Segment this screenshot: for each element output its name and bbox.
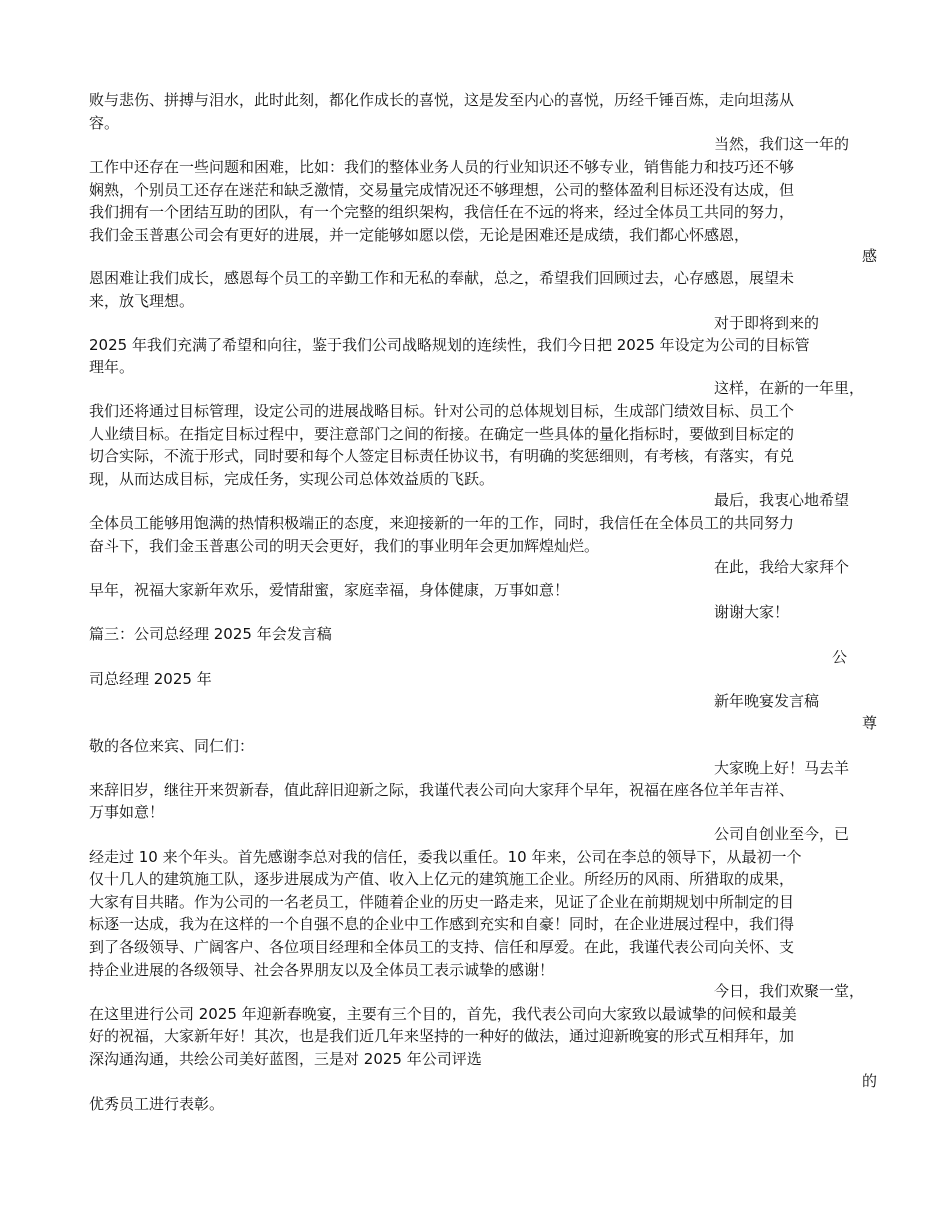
text-line: 尊 [862, 714, 878, 732]
text-line: 这样，在新的一年里， [714, 379, 865, 397]
text-line: 全体员工能够用饱满的热情积极端正的态度，来迎接新的一年的工作，同时，我信任在全体员工的共同努力 [89, 514, 795, 532]
text-line: 好的祝福，大家新年好！其次，也是我们近几年来坚持的一种好的做法，通过迎新晚宴的形式互相拜年，加 [89, 1027, 795, 1045]
text-line: 深沟通沟通，共绘公司美好蓝图，三是对 2025 年公司评选 [89, 1050, 482, 1068]
text-line: 大家晚上好！马去羊 [714, 759, 850, 777]
text-line: 我们拥有一个团结互助的团队，有一个完整的组织架构，我信任在不远的将来，经过全体员工共同的努力， [89, 203, 795, 221]
text-line: 容。 [89, 114, 120, 132]
text-line: 人业绩目标。在指定目标过程中，要注意部门之间的衔接。在确定一些具体的量化指标时，要做到目标定的 [89, 425, 795, 443]
text-line: 我们金玉普惠公司会有更好的进展，并一定能够如愿以偿，无论是困难还是成绩，我们都心怀感恩， [89, 226, 750, 244]
text-line: 敬的各位来宾、同仁们： [89, 737, 255, 755]
text-line: 恩困难让我们成长，感恩每个员工的辛勤工作和无私的奉献，总之，希望我们回顾过去，心存感恩，展望未 [89, 269, 795, 287]
text-line: 司总经理 2025 年 [89, 670, 212, 688]
text-line: 公 [832, 648, 848, 666]
text-line: 理年。 [89, 358, 135, 376]
text-line: 感 [862, 247, 878, 265]
text-line: 败与悲伤、拼搏与泪水，此时此刻，都化作成长的喜悦，这是发至内心的喜悦，历经千锤百炼，走向坦荡从 [89, 91, 795, 109]
text-line: 在这里进行公司 2025 年迎新春晚宴，主要有三个目的，首先，我代表公司向大家致以最诚挚的问候和最美 [89, 1005, 797, 1023]
text-line: 对于即将到来的 [714, 314, 820, 332]
text-line: 的 [862, 1072, 878, 1090]
text-line: 仅十几人的建筑施工队，逐步进展成为产值、收入上亿元的建筑施工企业。所经历的风雨、所猎取的成果， [89, 870, 795, 888]
text-line: 持企业进展的各级领导、社会各界朋友以及全体员工表示诚挚的感谢！ [89, 961, 555, 979]
text-line: 来辞旧岁，继往开来贺新春，值此辞旧迎新之际，我谨代表公司向大家拜个早年，祝福在座各位羊年吉祥、 [89, 781, 795, 799]
text-line: 今日，我们欢聚一堂， [714, 982, 865, 1000]
text-line: 最后，我衷心地希望 [714, 491, 850, 509]
text-line: 来，放飞理想。 [89, 292, 195, 310]
text-line: 公司自创业至今，已 [714, 825, 850, 843]
text-line: 到了各级领导、广阔客户、各位项目经理和全体员工的支持、信任和厚爱。在此，我谨代表公司向关怀、支 [89, 938, 795, 956]
text-line: 优秀员工进行表彰。 [89, 1095, 225, 1113]
text-line: 当然，我们这一年的 [714, 135, 850, 153]
text-line: 早年，祝福大家新年欢乐，爱情甜蜜，家庭幸福，身体健康，万事如意！ [89, 581, 570, 599]
text-line: 现，从而达成目标，完成任务，实现公司总体效益质的飞跃。 [89, 470, 495, 488]
text-line: 切合实际，不流于形式，同时要和每个人签定目标责任协议书，有明确的奖惩细则，有考核，有落实，有兑 [89, 447, 795, 465]
text-line: 新年晚宴发言稿 [714, 692, 820, 710]
text-line: 在此，我给大家拜个 [714, 558, 850, 576]
section-heading: 篇三：公司总经理 2025 年会发言稿 [89, 625, 332, 643]
text-line: 我们还将通过目标管理，设定公司的进展战略目标。针对公司的总体规划目标，生成部门绩效目标、员工个 [89, 402, 795, 420]
text-line: 大家有目共睹。作为公司的一名老员工，伴随着企业的历史一路走来，见证了企业在前期规划中所制定的目 [89, 893, 795, 911]
text-line: 奋斗下，我们金玉普惠公司的明天会更好，我们的事业明年会更加辉煌灿烂。 [89, 537, 600, 555]
text-line: 2025 年我们充满了希望和向往，鉴于我们公司战略规划的连续性，我们今日把 2025 年设定为公司的目标管 [89, 336, 810, 354]
text-line: 经走过 10 来个年头。首先感谢李总对我的信任，委我以重任。10 年来，公司在李总的领导下，从最初一个 [89, 848, 802, 866]
text-line: 谢谢大家！ [714, 603, 790, 621]
text-line: 娴熟，个别员工还存在迷茫和缺乏激情，交易量完成情况还不够理想，公司的整体盈利目标还没有达成，但 [89, 181, 795, 199]
text-line: 标逐一达成，我为在这样的一个自强不息的企业中工作感到充实和自豪！同时，在企业进展过程中，我们得 [89, 915, 795, 933]
text-line: 万事如意！ [89, 803, 165, 821]
text-line: 工作中还存在一些问题和困难，比如：我们的整体业务人员的行业知识还不够专业，销售能力和技巧还不够 [89, 158, 795, 176]
